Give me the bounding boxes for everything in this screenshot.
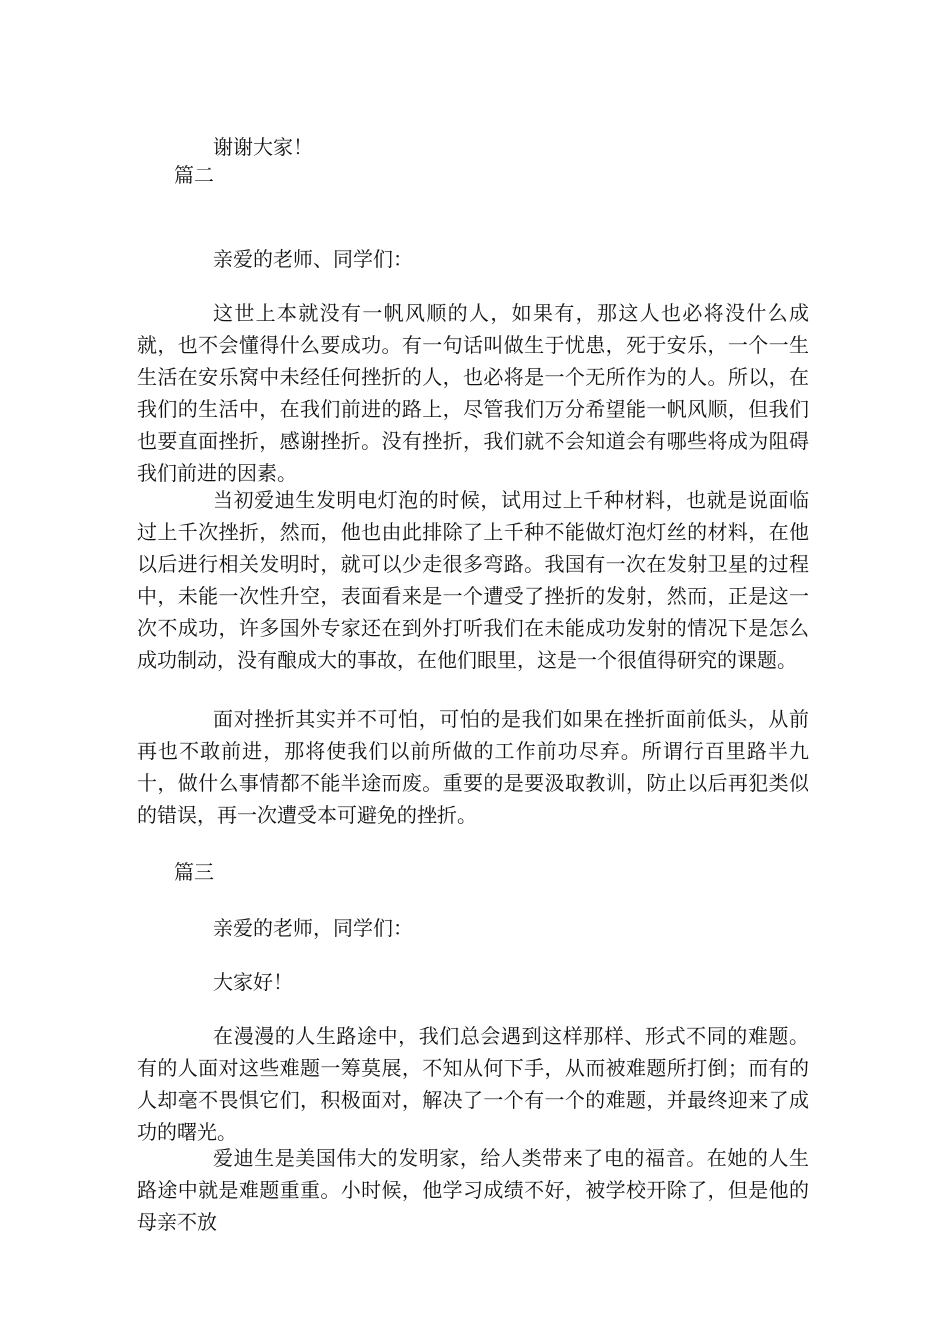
section-heading-2: 篇二 (174, 163, 214, 187)
body-paragraph: 面对挫折其实并不可怕，可怕的是我们如果在挫折面前低头，从前再也不敢前进，那将使我们以前所做的工作前功尽弃。所谓行百里路半九十，做什么事情都不能半途而废。重要的是要汲取教训，防止以后再犯类似的错误，再一次遭受本可避免的挫折。 (137, 707, 809, 827)
body-paragraph: 爱迪生是美国伟大的发明家，给人类带来了电的福音。在她的人生路途中就是难题重重。小时候，他学习成绩不好，被学校开除了，但是他的母亲不放 (137, 1146, 809, 1234)
salutation: 亲爱的老师，同学们： (213, 916, 413, 940)
salutation: 亲爱的老师、同学们： (213, 247, 413, 271)
greeting: 大家好！ (213, 970, 293, 994)
body-paragraph: 在漫漫的人生路途中，我们总会遇到这样那样、形式不同的难题。有的人面对这些难题一筹莫展，不知从何下手，从而被难题所打倒；而有的人却毫不畏惧它们，积极面对，解决了一个有一个的难题，并最终迎来了成功的曙光。 (137, 1024, 809, 1144)
body-paragraph: 当初爱迪生发明电灯泡的时候，试用过上千种材料，也就是说面临过上千次挫折，然而，他也由此排除了上千种不能做灯泡灯丝的材料，在他以后进行相关发明时，就可以少走很多弯路。我国有一次在发射卫星的过程中，未能一次性升空，表面看来是一个遭受了挫折的发射，然而，正是这一次不成功，许多国外专家还在到外打听我们在未能成功发射的情况下是怎么成功制动，没有酿成大的事故，在他们眼里，这是一个很值得研究的课题。 (137, 488, 809, 672)
closing-line: 谢谢大家！ (213, 135, 313, 159)
section-heading-3: 篇三 (174, 860, 214, 884)
body-paragraph: 这世上本就没有一帆风顺的人，如果有，那这人也必将没什么成就，也不会懂得什么要成功。有一句话叫做生于忧患，死于安乐，一个一生生活在安乐窝中未经任何挫折的人，也必将是一个无所作为的人。所以，在我们的生活中，在我们前进的路上，尽管我们万分希望能一帆风顺，但我们也要直面挫折，感谢挫折。没有挫折，我们就不会知道会有哪些将成为阻碍我们前进的因素。 (137, 301, 809, 485)
